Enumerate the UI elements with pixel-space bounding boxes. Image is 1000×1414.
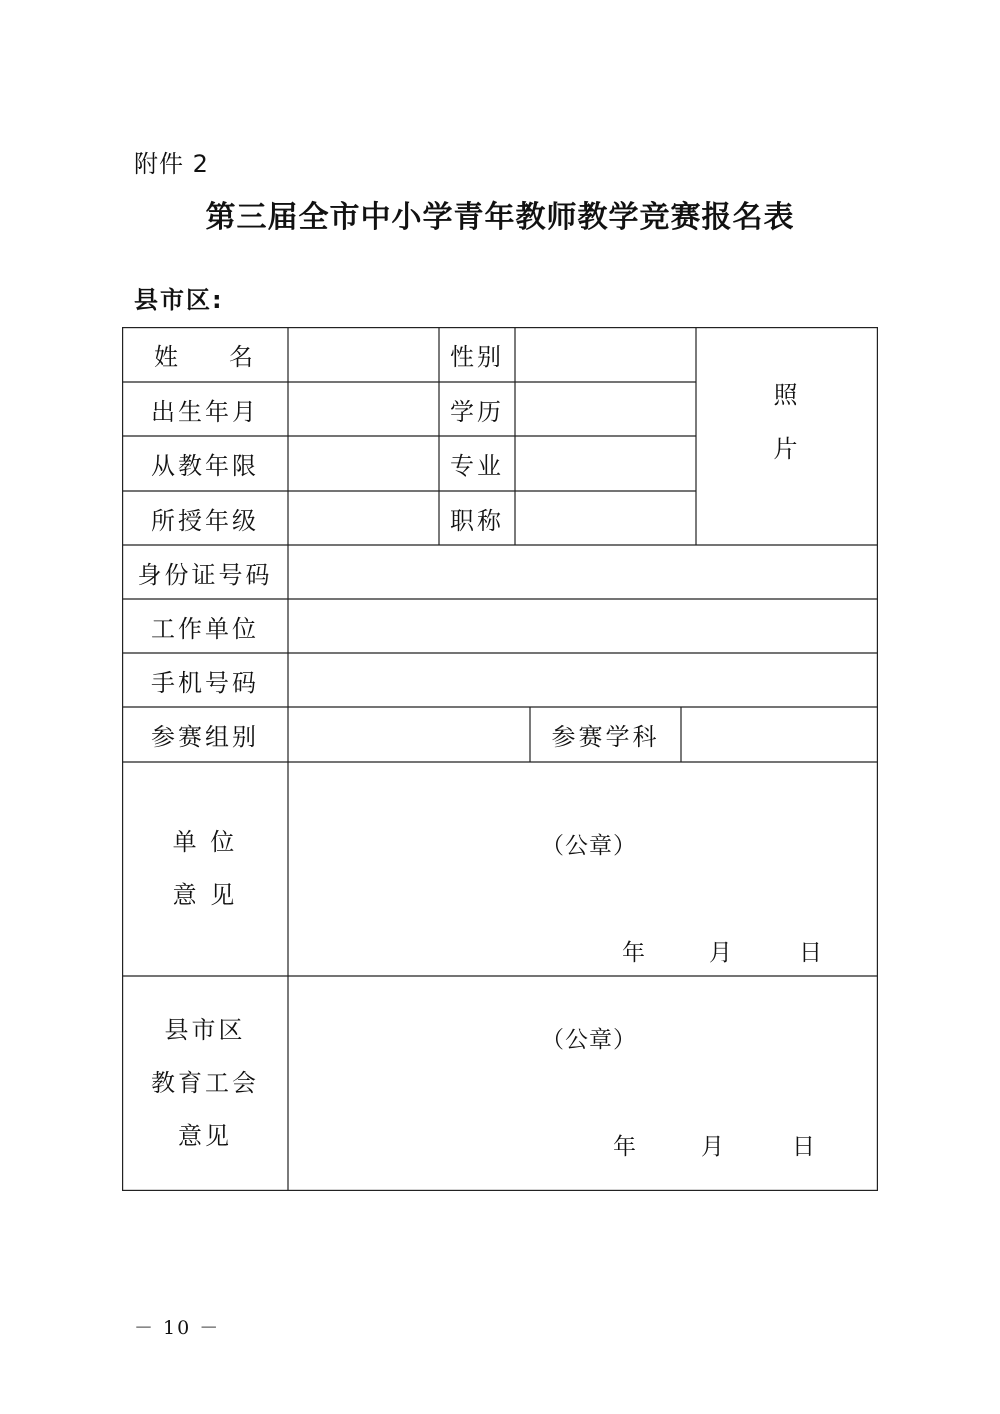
education-label: 学历: [450, 397, 504, 426]
unit-opinion-label: [122, 816, 288, 922]
page-title: 第三届全市中小学青年教师教学竞赛报名表: [205, 200, 795, 235]
county-opinion-label: [122, 1004, 288, 1163]
professional-title-input[interactable]: [516, 492, 695, 544]
attachment-label: 附件 2: [134, 150, 209, 178]
photo-label-line2: 片: [773, 434, 801, 463]
county-opinion-line3: 意见: [178, 1122, 232, 1150]
education-input[interactable]: [516, 383, 695, 435]
teaching-years-input[interactable]: [289, 437, 438, 490]
birth-date-label: 出生年月: [151, 397, 259, 426]
unit-opinion-input[interactable]: [289, 763, 877, 975]
competition-group-label: 参赛组别: [151, 723, 259, 751]
grade-taught-label: 所授年级: [151, 506, 259, 535]
id-number-input[interactable]: [289, 546, 877, 598]
county-opinion-line1: 县市区: [164, 1016, 246, 1044]
competition-subject-label: 参赛学科: [551, 723, 660, 751]
gender-input[interactable]: [516, 328, 695, 381]
major-input[interactable]: [516, 437, 695, 490]
professional-title-label: 职称: [450, 506, 504, 535]
county-date-day: 日: [792, 1134, 815, 1160]
unit-date-month: 月: [709, 940, 732, 966]
unit-date-day: 日: [799, 940, 822, 966]
page-number: － 10 －: [134, 1317, 221, 1339]
major-label: 专业: [450, 452, 504, 480]
grade-taught-input[interactable]: [289, 492, 438, 544]
name-label-right: 名: [229, 343, 256, 371]
county-opinion-line2: 教育工会: [151, 1069, 259, 1097]
birth-date-input[interactable]: [289, 383, 438, 435]
work-unit-label: 工作单位: [151, 614, 259, 643]
registration-form-table: [122, 327, 878, 1191]
unit-opinion-line1: 单 位: [172, 828, 238, 856]
county-date-year: 年: [613, 1134, 636, 1160]
unit-seal-text: （公章）: [541, 833, 637, 859]
unit-date-year: 年: [622, 940, 645, 966]
name-input[interactable]: [289, 328, 438, 381]
gender-label: 性别: [450, 343, 504, 371]
id-number-label: 身份证号码: [137, 560, 273, 589]
unit-opinion-line2: 意 见: [172, 881, 238, 909]
county-date-month: 月: [701, 1134, 724, 1160]
photo-label-line1: 照: [773, 380, 801, 409]
county-opinion-input[interactable]: [289, 977, 877, 1190]
competition-subject-input[interactable]: [682, 708, 877, 761]
county-label: 县市区:: [134, 286, 224, 314]
competition-group-input[interactable]: [289, 708, 529, 761]
teaching-years-label: 从教年限: [151, 452, 259, 480]
name-label: [122, 327, 288, 382]
work-unit-input[interactable]: [289, 600, 877, 652]
phone-label: 手机号码: [151, 668, 259, 697]
name-label-left: 姓: [154, 343, 181, 371]
phone-input[interactable]: [289, 654, 877, 706]
county-seal-text: （公章）: [541, 1027, 637, 1053]
